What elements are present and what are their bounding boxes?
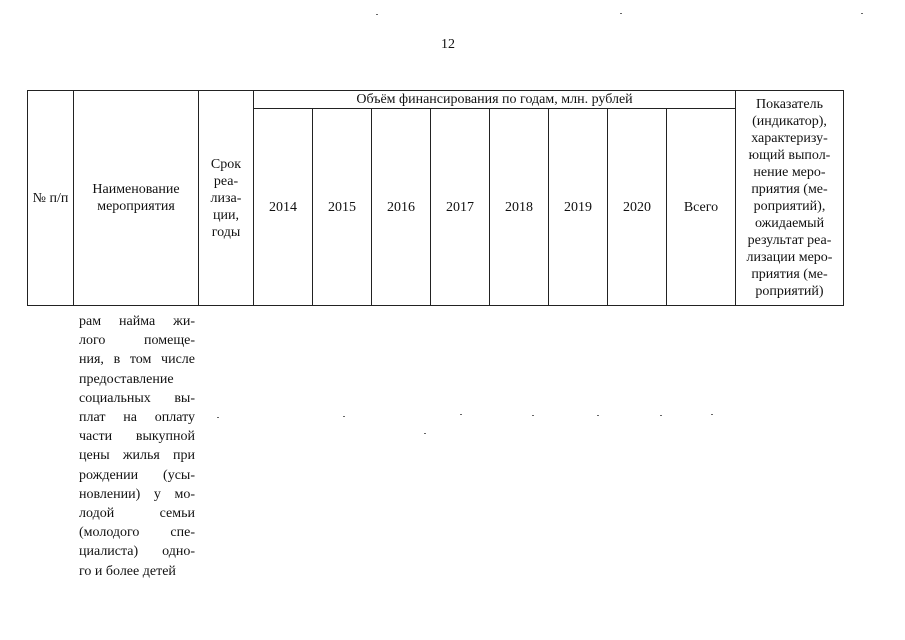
scan-speck — [711, 414, 713, 415]
financing-table — [27, 90, 844, 306]
header-indicator: Показатель (индикатор), характеризу-ющий выпол-нение меро-приятия (ме-роприятий), ожидаемый результат реа-лизации меро-приятия (ме-роприятий) — [736, 91, 844, 306]
header-year-2018: 2018 — [490, 109, 549, 306]
header-year-2020: 2020 — [608, 109, 667, 306]
name-line: рождении (усы- — [79, 467, 195, 483]
scan-speck — [660, 415, 662, 416]
name-line: рам найма жи- — [79, 314, 195, 329]
name-line: новлении) у мо- — [79, 486, 195, 502]
scan-speck — [376, 14, 378, 15]
header-year-2014: 2014 — [254, 109, 313, 306]
name-line: цены жилья при — [79, 448, 195, 464]
header-year-2019: 2019 — [549, 109, 608, 306]
name-line: ния, в том числе — [79, 352, 195, 368]
scan-speck — [532, 415, 534, 416]
name-line: лого помеще- — [79, 333, 195, 349]
scan-speck — [597, 415, 599, 416]
name-line: (молодого спе- — [79, 525, 195, 541]
name-line: циалиста) одно- — [79, 544, 195, 560]
scan-speck — [460, 414, 462, 415]
header-financing: Объём финансирования по годам, млн. рублей — [254, 91, 736, 109]
scan-speck — [424, 433, 426, 434]
header-number: № п/п — [28, 91, 74, 306]
name-line: части выкупной — [79, 429, 195, 445]
scan-speck — [861, 13, 863, 14]
name-line: предоставление — [79, 371, 174, 387]
header-total: Всего — [667, 109, 736, 306]
scan-speck — [620, 13, 622, 14]
header-name: Наименование мероприятия — [74, 91, 199, 306]
scan-speck — [343, 416, 345, 417]
header-term: Срок реа-лиза-ции, годы — [199, 91, 254, 306]
name-line: лодой семьи — [79, 506, 195, 522]
name-line: плат на оплату — [79, 410, 195, 426]
header-year-2015: 2015 — [313, 109, 372, 306]
continued-name-cell — [79, 312, 195, 581]
header-year-2017: 2017 — [431, 109, 490, 306]
name-line: го и более детей — [79, 563, 176, 579]
page-number: 12 — [441, 37, 455, 52]
name-line: социальных вы- — [79, 390, 195, 406]
header-year-2016: 2016 — [372, 109, 431, 306]
scan-speck — [217, 417, 219, 418]
